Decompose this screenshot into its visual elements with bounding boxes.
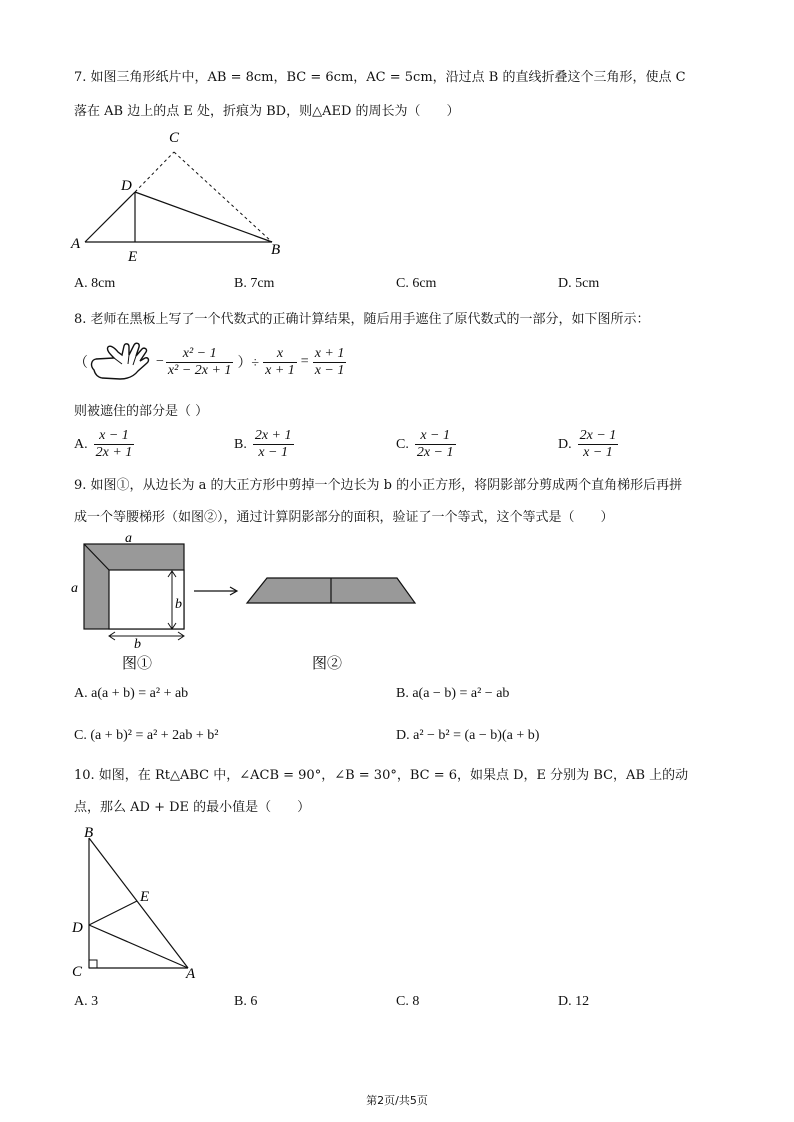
q8-paren-open: （: [74, 356, 88, 371]
q8-option-c: [396, 428, 456, 461]
q8-option-d-den: x − 1: [583, 445, 613, 460]
q7-line1: 7. 如图三角形纸片中，AB = 8cm，BC = 6cm，AC = 5cm，沿过点 B 的直线折叠这个三角形，使点 C: [74, 70, 686, 85]
q8-fraction-2-den: x + 1: [265, 362, 295, 378]
q7-option-a: A. 8cm: [74, 276, 116, 291]
q9-line2: 成一个等腰梯形（如图②），通过计算阴影部分的面积，验证了一个等式，这个等式是（ ）: [74, 510, 614, 525]
q8-expression: [74, 338, 346, 386]
q8-line1: 8. 老师在黑板上写了一个代数式的正确计算结果，随后用手遮住了原代数式的一部分，如下图所示：: [74, 312, 650, 327]
q9-label-a-left: a: [71, 581, 78, 596]
q8-fraction-2-num: x: [263, 346, 297, 363]
q8-option-c-label: C.: [396, 436, 409, 452]
page-footer: 第2页/共5页: [366, 1094, 428, 1107]
q8-fraction-1-den: x² − 2x + 1: [167, 362, 232, 378]
q8-question: 则被遮住的部分是（ ）: [74, 404, 209, 419]
q8-fraction-1: [166, 346, 234, 379]
q10-label-e: E: [140, 889, 150, 905]
q10-label-c: C: [72, 964, 83, 980]
q8-fraction-1-num: x² − 1: [166, 346, 234, 363]
q8-option-c-den: 2x − 1: [416, 445, 454, 460]
q9-fig1-caption: 图①: [122, 656, 153, 672]
q8-option-a-den: 2x + 1: [95, 445, 133, 460]
q8-option-d: [558, 428, 618, 461]
q9-option-a: A. a(a + b) = a² + ab: [74, 686, 189, 701]
q8-option-b-den: x − 1: [258, 445, 289, 460]
q7-line2: 落在 AB 边上的点 E 处，折痕为 BD，则△AED 的周长为（ ）: [74, 104, 460, 119]
q7-label-e: E: [128, 249, 138, 265]
q10-option-b: B. 6: [234, 994, 258, 1009]
q7-label-a: A: [71, 236, 81, 252]
q7-label-c: C: [169, 130, 180, 146]
q8-option-a: [74, 428, 134, 461]
q7-label-b: B: [271, 242, 281, 258]
q8-option-a-label: A.: [74, 436, 88, 452]
q10-label-b: B: [84, 825, 94, 841]
q10-label-a: A: [186, 966, 196, 982]
q8-equals: =: [300, 354, 309, 369]
q8-paren-close: ）÷: [237, 356, 260, 371]
q7-option-d: D. 5cm: [558, 276, 600, 291]
q9-line1: 9. 如图①，从边长为 a 的大正方形中剪掉一个边长为 b 的小正方形，将阴影部分剪成两个直角梯形后再拼: [74, 478, 683, 493]
q10-triangle-figure: [64, 818, 214, 983]
q9-option-d: D. a² − b² = (a − b)(a + b): [396, 728, 540, 743]
q8-fraction-3: [313, 346, 347, 379]
q8-option-b-label: B.: [234, 436, 247, 452]
hand-icon: [88, 340, 152, 384]
q8-option-b: [234, 428, 294, 461]
q9-label-a-top: a: [125, 531, 132, 546]
q10-label-d: D: [72, 920, 83, 936]
q10-line2: 点，那么 AD + DE 的最小值是（ ）: [74, 800, 311, 815]
q9-label-b-bottom: b: [134, 637, 141, 652]
q9-label-b-right: b: [175, 597, 182, 612]
q10-option-d: D. 12: [558, 994, 590, 1009]
q10-line1: 10. 如图，在 Rt△ABC 中，∠ACB = 90°，∠B = 30°，BC = 6，如果点 D，E 分别为 BC，AB 上的动: [74, 768, 689, 783]
q9-option-c: C. (a + b)² = a² + 2ab + b²: [74, 728, 219, 743]
q8-fraction-3-num: x + 1: [314, 345, 345, 361]
q9-figures: [64, 530, 434, 680]
q7-label-d: D: [121, 178, 132, 194]
q9-option-b: B. a(a − b) = a² − ab: [396, 686, 510, 701]
q8-fraction-2: [263, 346, 297, 379]
q8-option-d-num: 2x − 1: [579, 428, 617, 443]
q10-option-c: C. 8: [396, 994, 420, 1009]
q8-option-d-label: D.: [558, 436, 572, 452]
q7-option-c: C. 6cm: [396, 276, 437, 291]
q8-fraction-3-den: x − 1: [314, 362, 345, 378]
q7-option-b: B. 7cm: [234, 276, 275, 291]
q8-option-b-num: 2x + 1: [254, 428, 292, 443]
q9-fig2-caption: 图②: [312, 656, 343, 672]
q10-option-a: A. 3: [74, 994, 99, 1009]
q8-minus: −: [156, 354, 164, 369]
q7-triangle-figure: [60, 122, 300, 267]
q8-option-a-num: x − 1: [94, 428, 135, 445]
q8-option-c-num: x − 1: [415, 428, 456, 445]
